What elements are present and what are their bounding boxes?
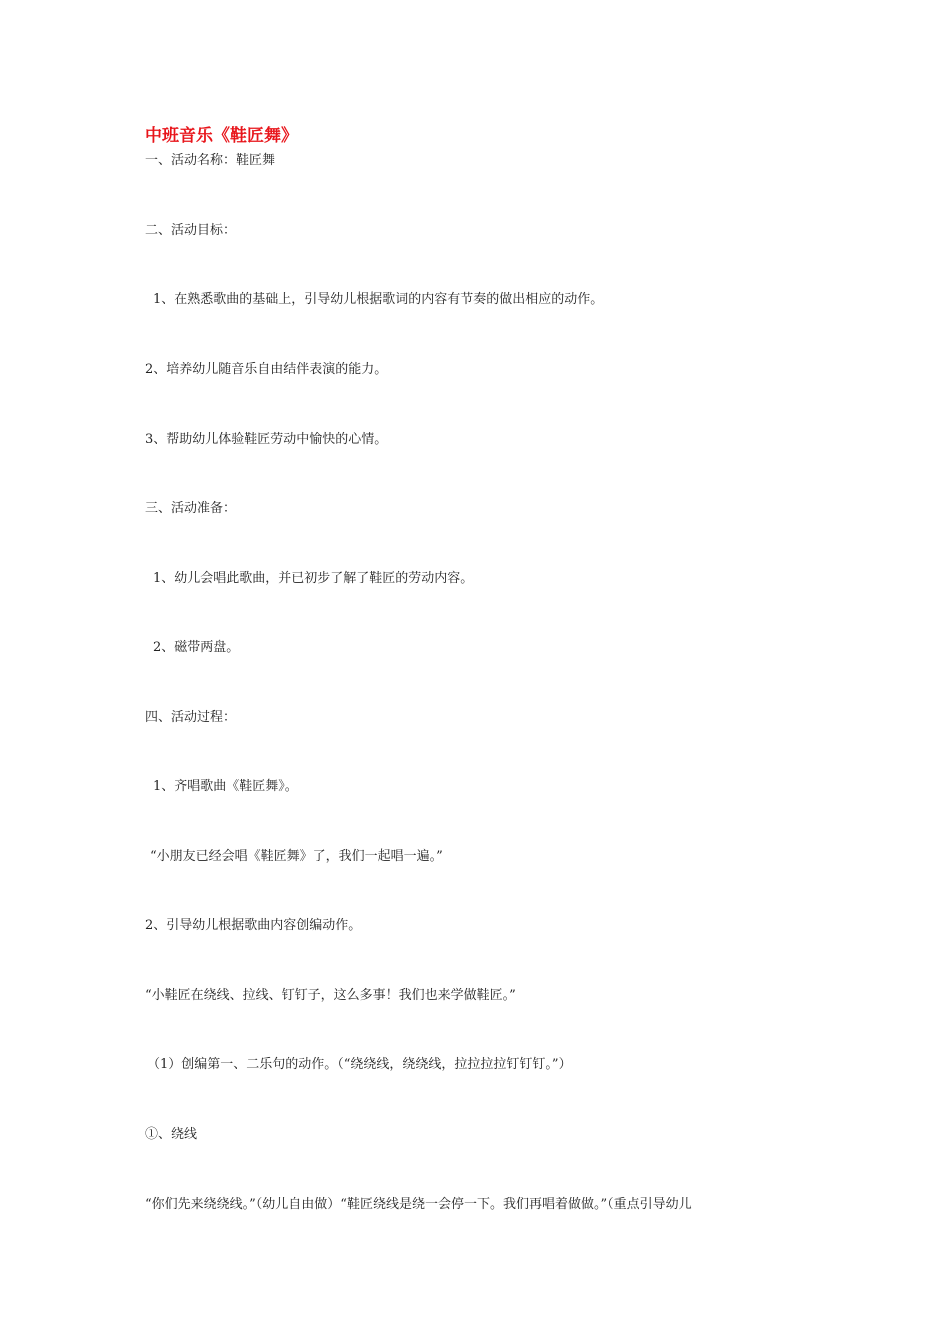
section-heading-preparation: 三、活动准备： xyxy=(145,501,237,516)
preparation-item-1: 1、幼儿会唱此歌曲，并已初步了解了鞋匠的劳动内容。 xyxy=(153,571,474,586)
document-title: 中班音乐《鞋匠舞》 xyxy=(145,126,298,146)
process-step-2: 2、引导幼儿根据歌曲内容创编动作。 xyxy=(145,918,362,933)
activity-name-line: 一、活动名称：鞋匠舞 xyxy=(145,153,276,168)
process-quote-1: “小朋友已经会唱《鞋匠舞》了，我们一起唱一遍。” xyxy=(150,849,443,864)
section-heading-process: 四、活动过程： xyxy=(145,710,237,725)
preparation-item-2: 2、磁带两盘。 xyxy=(153,640,240,655)
process-quote-3: “你们先来绕绕线。”（幼儿自由做）“鞋匠绕线是绕一会停一下。我们再唱着做做。”（重点引导幼儿 xyxy=(145,1197,692,1212)
section-heading-goals: 二、活动目标： xyxy=(145,223,237,238)
process-substep-circle-1: ①、绕线 xyxy=(145,1127,198,1142)
process-substep-1: （1）创编第一、二乐句的动作。（“绕绕线，绕绕线，拉拉拉拉钉钉钉。”） xyxy=(147,1057,572,1072)
goal-item-3: 3、帮助幼儿体验鞋匠劳动中愉快的心情。 xyxy=(145,432,388,447)
goal-item-1: 1、在熟悉歌曲的基础上，引导幼儿根据歌词的内容有节奏的做出相应的动作。 xyxy=(153,292,604,307)
goal-item-2: 2、培养幼儿随音乐自由结伴表演的能力。 xyxy=(145,362,388,377)
process-quote-2: “小鞋匠在绕线、拉线、钉钉子，这么多事！我们也来学做鞋匠。” xyxy=(145,988,516,1003)
process-step-1: 1、齐唱歌曲《鞋匠舞》。 xyxy=(153,779,298,794)
